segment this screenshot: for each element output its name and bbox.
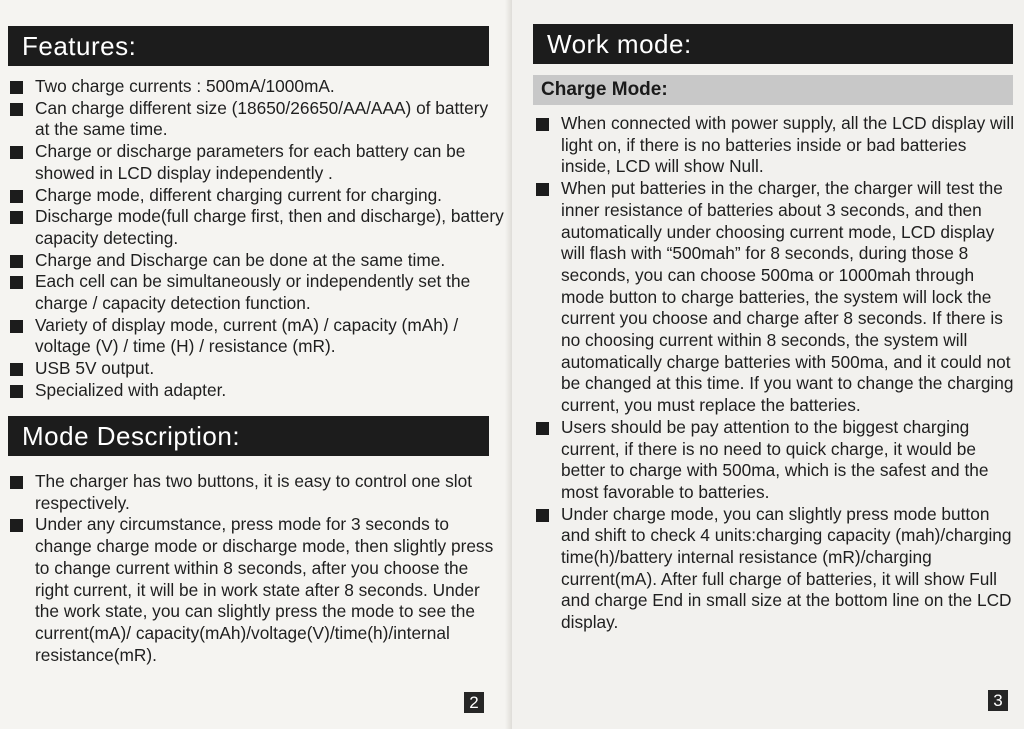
list-item: Discharge mode(full charge first, then and discharge), battery capacity detecting. <box>10 206 505 249</box>
bullet-square-icon <box>10 211 23 224</box>
features-heading: Features: <box>8 26 489 66</box>
bullet-square-icon <box>10 81 23 94</box>
bullet-square-icon <box>10 103 23 116</box>
list-item: Charge or discharge parameters for each battery can be showed in LCD display independently . <box>10 141 505 184</box>
list-item: Variety of display mode, current (mA) / capacity (mAh) / voltage (V) / time (H) / resistance (mR). <box>10 315 505 358</box>
list-item: When connected with power supply, all the LCD display will light on, if there is no batteries inside or bad batteries inside, LCD will show Null. <box>536 113 1021 178</box>
bullet-square-icon <box>10 476 23 489</box>
bullet-square-icon <box>10 255 23 268</box>
list-item: USB 5V output. <box>10 358 505 380</box>
list-item: When put batteries in the charger, the charger will test the inner resistance of batteries about 3 seconds, and then automatically under choosing current mode, LCD display will flash with “500mah” for 8 seconds, during those 8 seconds, you can choose 500ma or 1000mah through mode button to charge batteries, the system will lock the current you choose and charge after 8 seconds. If there is no choosing current within 8 seconds, the system will automatically charge batteries with 500ma, and it could not be changed at this time. If you want to change the charging current, you must replace the batteries. <box>536 178 1021 417</box>
list-item: Under any circumstance, press mode for 3 seconds to change charge mode or discharge mode, then slightly press to change current within 8 seconds, after you choose the right current, it will be in work state after 8 seconds. Under the work state, you can slightly press the mode to see the current(mA)/ capacity(mAh)/voltage(V)/time(h)/internal resistance(mR). <box>10 514 505 666</box>
charge-mode-list <box>536 113 1021 634</box>
bullet-square-icon <box>10 363 23 376</box>
bullet-square-icon <box>10 190 23 203</box>
list-item: The charger has two buttons, it is easy to control one slot respectively. <box>10 471 505 514</box>
bullet-square-icon <box>536 118 549 131</box>
bullet-square-icon <box>536 509 549 522</box>
bullet-square-icon <box>536 422 549 435</box>
features-list <box>10 76 505 402</box>
list-item: Specialized with adapter. <box>10 380 505 402</box>
page-number: 3 <box>988 690 1008 711</box>
work-mode-heading: Work mode: <box>533 24 1013 64</box>
list-item: Under charge mode, you can slightly press mode button and shift to check 4 units:charging capacity (mah)/charging time(h)/battery internal resistance (mR)/charging current(mA). After full charge of batteries, it will show Full and charge End in small size at the bottom line on the LCD display. <box>536 504 1021 634</box>
bullet-square-icon <box>10 146 23 159</box>
list-item: Can charge different size (18650/26650/AA/AAA) of battery at the same time. <box>10 98 505 141</box>
page-number: 2 <box>464 692 484 713</box>
bullet-square-icon <box>10 276 23 289</box>
list-item: Each cell can be simultaneously or independently set the charge / capacity detection function. <box>10 271 505 314</box>
charge-mode-subheading: Charge Mode: <box>533 75 1013 105</box>
list-item: Charge mode, different charging current for charging. <box>10 185 505 207</box>
bullet-square-icon <box>10 385 23 398</box>
bullet-square-icon <box>10 519 23 532</box>
mode-description-list <box>10 471 505 666</box>
bullet-square-icon <box>536 183 549 196</box>
list-item: Charge and Discharge can be done at the same time. <box>10 250 505 272</box>
bullet-square-icon <box>10 320 23 333</box>
list-item: Users should be pay attention to the biggest charging current, if there is no need to quick charge, it would be better to charge with 500ma, which is the safest and the most favorable to batteries. <box>536 417 1021 504</box>
list-item: Two charge currents : 500mA/1000mA. <box>10 76 505 98</box>
mode-description-heading: Mode Description: <box>8 416 489 456</box>
right-page <box>512 0 1024 729</box>
